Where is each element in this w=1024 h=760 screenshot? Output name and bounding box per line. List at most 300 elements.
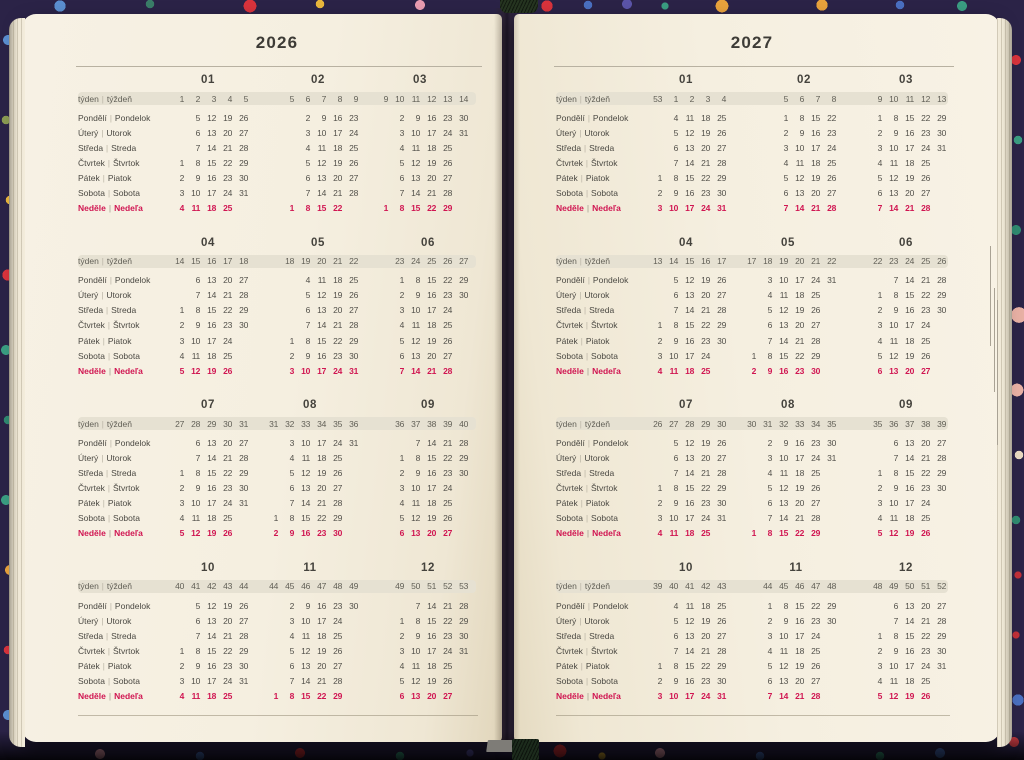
date-cell: 30 — [239, 483, 248, 494]
date-cell: 26 — [349, 157, 358, 168]
label-separator: | — [586, 204, 590, 214]
month-header-cell — [850, 562, 946, 574]
date-cell — [820, 498, 836, 508]
day-label — [556, 528, 630, 538]
day-row — [78, 140, 476, 155]
month-columns — [740, 113, 836, 123]
label-separator: | — [101, 94, 104, 104]
day-label-cz: Středa — [556, 142, 582, 153]
week-label-cz: týden — [78, 256, 99, 267]
month-columns — [262, 691, 358, 701]
day-label — [78, 366, 152, 376]
day-row — [78, 598, 476, 613]
day-row — [78, 170, 476, 185]
date-cell: 21 — [223, 290, 232, 301]
date-cell: 17 — [795, 630, 804, 641]
month-columns — [262, 661, 358, 671]
date-cell: 15 — [685, 660, 694, 671]
label-separator: | — [102, 661, 105, 671]
date-cell: 8 — [415, 275, 420, 286]
week-number: 11 — [411, 93, 420, 104]
date-cell — [820, 468, 836, 478]
date-cell: 13 — [889, 188, 898, 199]
month-number: 01 — [201, 74, 215, 86]
month-columns — [372, 158, 468, 168]
day-label-sk: Pondelok — [592, 437, 629, 448]
week-number-row — [78, 255, 476, 268]
date-cell: 22 — [701, 320, 710, 331]
week-number-row — [78, 92, 476, 105]
week-label-cz: týden — [556, 418, 577, 429]
day-row — [78, 496, 476, 511]
date-cell: 27 — [811, 675, 820, 686]
date-cell — [740, 320, 756, 330]
date-cell: 22 — [317, 691, 326, 702]
date-cell: 2 — [657, 498, 662, 509]
date-cell: 27 — [239, 127, 248, 138]
day-label-cz: Sobota — [556, 188, 583, 199]
date-cell: 1 — [179, 645, 184, 656]
date-cell: 30 — [717, 335, 726, 346]
month-columns — [372, 320, 468, 330]
day-row — [556, 466, 948, 481]
month-columns — [152, 366, 248, 376]
week-number: 27 — [175, 418, 184, 429]
date-cell — [278, 113, 294, 123]
label-separator: | — [101, 453, 104, 463]
day-label-cz: Úterý — [556, 452, 577, 463]
date-cell — [262, 601, 278, 611]
date-cell: 6 — [877, 188, 882, 199]
month-columns — [262, 581, 358, 591]
day-row — [556, 496, 948, 511]
date-cell — [820, 305, 836, 315]
label-separator: | — [580, 336, 583, 346]
date-cell: 31 — [827, 452, 836, 463]
date-cell — [168, 290, 184, 300]
year-rule-right — [554, 66, 954, 67]
date-cell: 5 — [195, 112, 200, 123]
date-cell: 8 — [305, 203, 310, 214]
month-number: 10 — [679, 561, 693, 574]
date-cell: 24 — [333, 615, 342, 626]
date-cell: 26 — [443, 513, 452, 524]
day-label — [556, 498, 630, 508]
date-cell: 14 — [207, 142, 216, 153]
month-columns — [262, 143, 358, 153]
week-number: 32 — [779, 418, 788, 429]
date-cell: 7 — [399, 365, 404, 376]
month-columns — [740, 173, 836, 183]
date-cell: 17 — [905, 142, 914, 153]
date-cell: 22 — [701, 483, 710, 494]
day-label-cz: Pátek — [556, 660, 578, 671]
week-number: 36 — [889, 418, 898, 429]
date-cell: 9 — [783, 437, 788, 448]
month-columns — [152, 113, 248, 123]
date-cell: 21 — [333, 188, 342, 199]
week-number: 3 — [705, 93, 710, 104]
date-cell: 22 — [921, 630, 930, 641]
date-cell: 20 — [921, 437, 930, 448]
day-label-cz: Sobota — [556, 513, 583, 524]
date-cell: 26 — [443, 675, 452, 686]
month-columns — [740, 528, 836, 538]
date-cell: 18 — [811, 157, 820, 168]
day-row — [78, 511, 476, 526]
week-number: 7 — [815, 93, 820, 104]
date-cell: 3 — [399, 645, 404, 656]
week-number: 19 — [301, 256, 310, 267]
day-label — [556, 143, 630, 153]
day-label-sk: Streda — [111, 468, 137, 479]
date-cell — [930, 336, 946, 346]
day-row — [78, 288, 476, 303]
date-cell: 19 — [223, 600, 232, 611]
date-cell: 15 — [301, 513, 310, 524]
date-cell: 21 — [443, 437, 452, 448]
date-cell: 14 — [301, 675, 310, 686]
day-row — [78, 628, 476, 643]
month-columns — [262, 513, 358, 523]
day-row — [78, 450, 476, 465]
date-cell: 29 — [239, 157, 248, 168]
date-cell: 25 — [223, 203, 232, 214]
week-label-cz: týden — [556, 256, 577, 267]
month-columns — [152, 305, 248, 315]
day-label — [556, 631, 630, 641]
date-cell: 6 — [673, 142, 678, 153]
week-number: 42 — [701, 581, 710, 592]
week-number: 40 — [669, 581, 678, 592]
date-cell: 20 — [317, 660, 326, 671]
month-columns — [372, 601, 468, 611]
date-cell: 8 — [415, 452, 420, 463]
date-cell: 28 — [349, 188, 358, 199]
date-cell — [342, 453, 358, 463]
month-columns — [630, 94, 726, 104]
date-cell: 31 — [827, 275, 836, 286]
date-cell — [646, 143, 662, 153]
date-cell: 17 — [811, 142, 820, 153]
date-cell: 8 — [893, 112, 898, 123]
date-cell: 1 — [877, 112, 882, 123]
date-cell: 18 — [207, 203, 216, 214]
day-label-sk: Streda — [111, 142, 137, 153]
week-number: 14 — [175, 256, 184, 267]
day-label-cz: Středa — [78, 468, 104, 479]
day-label-cz: Sobota — [78, 513, 105, 524]
day-label-cz: Úterý — [78, 615, 99, 626]
week-label — [556, 581, 630, 591]
month-columns — [152, 513, 248, 523]
date-cell: 8 — [195, 157, 200, 168]
date-cell: 10 — [795, 142, 804, 153]
day-label-cz: Úterý — [78, 452, 99, 463]
date-cell: 12 — [191, 528, 200, 539]
date-cell: 11 — [411, 142, 420, 153]
label-separator: | — [585, 351, 589, 361]
month-columns — [740, 94, 836, 104]
date-cell: 23 — [921, 305, 930, 316]
date-cell: 2 — [289, 600, 294, 611]
day-label-sk: Nedeľa — [592, 528, 621, 539]
week-label-sk: týždeň — [584, 418, 610, 429]
date-cell: 27 — [717, 290, 726, 301]
date-cell: 2 — [289, 350, 294, 361]
date-cell — [646, 438, 662, 448]
date-cell: 20 — [701, 290, 710, 301]
date-cell: 18 — [333, 142, 342, 153]
month-band — [78, 558, 476, 704]
day-label-sk: Piatok — [585, 660, 610, 671]
date-cell: 20 — [317, 483, 326, 494]
month-header-cell — [152, 562, 248, 574]
date-cell: 26 — [349, 290, 358, 301]
month-header-cell — [630, 399, 726, 411]
month-columns — [850, 646, 946, 656]
date-cell: 11 — [889, 675, 898, 686]
day-row — [556, 318, 948, 333]
month-columns — [630, 498, 726, 508]
date-cell: 16 — [317, 600, 326, 611]
date-cell: 4 — [783, 157, 788, 168]
month-columns — [850, 336, 946, 346]
date-cell: 20 — [795, 320, 804, 331]
label-separator: | — [107, 189, 111, 199]
year-title-right: 2027 — [730, 33, 774, 52]
date-cell: 25 — [921, 513, 930, 524]
week-label-cz: týden — [78, 581, 99, 592]
date-cell: 16 — [207, 172, 216, 183]
date-cell: 28 — [717, 645, 726, 656]
date-cell: 28 — [811, 691, 820, 702]
week-label — [78, 581, 152, 591]
date-cell: 11 — [779, 468, 788, 479]
date-cell: 7 — [289, 498, 294, 509]
date-cell — [262, 438, 278, 448]
date-cell: 18 — [685, 528, 694, 539]
date-cell: 10 — [889, 660, 898, 671]
date-cell: 25 — [333, 630, 342, 641]
date-cell: 28 — [717, 468, 726, 479]
date-cell: 9 — [305, 350, 310, 361]
date-cell: 15 — [905, 468, 914, 479]
date-cell: 9 — [893, 483, 898, 494]
date-cell: 19 — [701, 275, 710, 286]
week-number: 45 — [285, 581, 294, 592]
date-cell: 7 — [767, 513, 772, 524]
date-cell — [262, 676, 278, 686]
day-label-sk: Utorok — [584, 615, 610, 626]
date-cell — [646, 275, 662, 285]
day-label-sk: Piatok — [107, 335, 132, 346]
date-cell: 5 — [195, 600, 200, 611]
date-cell: 13 — [779, 498, 788, 509]
label-separator: | — [585, 158, 588, 168]
day-label-sk: Utorok — [584, 127, 610, 138]
date-cell: 26 — [717, 437, 726, 448]
date-cell: 1 — [289, 335, 294, 346]
date-cell: 18 — [427, 142, 436, 153]
week-number: 5 — [783, 93, 788, 104]
date-cell: 26 — [921, 172, 930, 183]
label-separator: | — [584, 469, 587, 479]
month-number: 02 — [797, 74, 811, 86]
date-cell: 6 — [893, 437, 898, 448]
day-label — [78, 173, 152, 183]
date-cell: 30 — [349, 600, 358, 611]
month-columns — [262, 631, 358, 641]
month-columns — [152, 676, 248, 686]
date-cell: 2 — [399, 468, 404, 479]
date-cell: 24 — [443, 483, 452, 494]
date-cell: 15 — [207, 305, 216, 316]
date-cell: 26 — [333, 468, 342, 479]
date-cell: 4 — [877, 675, 882, 686]
date-cell: 21 — [921, 615, 930, 626]
date-cell: 27 — [443, 691, 452, 702]
month-band — [78, 70, 476, 216]
date-cell: 27 — [239, 275, 248, 286]
date-cell: 5 — [877, 172, 882, 183]
day-label-sk: Streda — [589, 468, 615, 479]
date-cell: 7 — [195, 290, 200, 301]
date-cell: 13 — [685, 290, 694, 301]
date-cell: 4 — [673, 600, 678, 611]
date-cell: 12 — [779, 305, 788, 316]
week-number: 4 — [721, 93, 726, 104]
date-cell: 10 — [411, 645, 420, 656]
date-cell — [646, 616, 662, 626]
date-cell: 28 — [937, 275, 946, 286]
date-cell — [930, 498, 946, 508]
date-cell: 11 — [317, 275, 326, 286]
date-cell: 20 — [905, 365, 914, 376]
week-label-sk: týždeň — [584, 256, 610, 267]
date-cell: 2 — [767, 615, 772, 626]
date-cell: 12 — [191, 365, 200, 376]
week-number-row — [78, 417, 476, 430]
day-label-sk: Utorok — [106, 290, 132, 301]
day-label — [556, 203, 630, 213]
month-columns — [372, 143, 468, 153]
month-columns — [740, 290, 836, 300]
week-number: 23 — [889, 256, 898, 267]
date-cell: 6 — [195, 437, 200, 448]
month-columns — [850, 468, 946, 478]
date-cell: 1 — [877, 290, 882, 301]
month-columns — [630, 468, 726, 478]
date-cell: 24 — [333, 437, 342, 448]
date-cell: 13 — [411, 528, 420, 539]
date-cell: 27 — [443, 172, 452, 183]
date-cell — [262, 468, 278, 478]
date-cell: 19 — [333, 290, 342, 301]
date-cell — [372, 158, 388, 168]
label-separator: | — [580, 661, 583, 671]
month-columns — [152, 290, 248, 300]
month-columns — [740, 676, 836, 686]
date-cell: 6 — [289, 660, 294, 671]
date-cell: 14 — [905, 452, 914, 463]
label-separator: | — [579, 616, 582, 626]
week-number: 5 — [243, 93, 248, 104]
month-columns — [152, 128, 248, 138]
date-cell: 13 — [685, 630, 694, 641]
date-cell: 4 — [399, 320, 404, 331]
month-columns — [630, 158, 726, 168]
label-separator: | — [585, 321, 588, 331]
day-label-sk: Piatok — [107, 498, 132, 509]
week-number: 3 — [211, 93, 216, 104]
date-cell: 18 — [427, 660, 436, 671]
date-cell: 15 — [427, 275, 436, 286]
day-label-cz: Středa — [556, 630, 582, 641]
week-number: 1 — [179, 93, 184, 104]
day-label-sk: Utorok — [106, 615, 132, 626]
date-cell — [342, 513, 358, 523]
date-cell: 12 — [779, 483, 788, 494]
date-cell — [388, 601, 404, 611]
date-cell — [740, 483, 756, 493]
day-label-cz: Středa — [556, 305, 582, 316]
month-header-cell — [740, 74, 836, 86]
date-cell: 8 — [783, 600, 788, 611]
month-columns — [152, 581, 248, 591]
date-cell: 14 — [905, 275, 914, 286]
date-cell: 15 — [207, 468, 216, 479]
day-row — [78, 613, 476, 628]
date-cell: 8 — [767, 350, 772, 361]
month-columns — [850, 691, 946, 701]
date-cell — [710, 366, 726, 376]
date-cell: 20 — [427, 172, 436, 183]
date-cell: 22 — [921, 112, 930, 123]
date-cell — [372, 173, 388, 183]
week-number: 35 — [873, 418, 882, 429]
date-cell — [452, 498, 468, 508]
day-label-cz: Neděle — [78, 203, 106, 214]
date-cell: 20 — [223, 615, 232, 626]
date-cell: 28 — [443, 188, 452, 199]
day-row — [78, 185, 476, 200]
month-columns — [850, 143, 946, 153]
month-columns — [262, 94, 358, 104]
day-row — [78, 348, 476, 363]
date-cell — [452, 158, 468, 168]
date-cell: 30 — [827, 615, 836, 626]
week-number: 21 — [811, 256, 820, 267]
date-cell: 28 — [239, 452, 248, 463]
day-row — [78, 673, 476, 688]
day-label-cz: Neděle — [78, 691, 106, 702]
day-label — [556, 173, 630, 183]
date-cell: 13 — [207, 127, 216, 138]
month-columns — [740, 601, 836, 611]
date-cell: 5 — [399, 335, 404, 346]
date-cell — [262, 483, 278, 493]
date-cell: 29 — [717, 172, 726, 183]
month-columns — [262, 203, 358, 213]
month-number: 10 — [201, 561, 215, 574]
date-cell: 6 — [783, 188, 788, 199]
date-cell: 22 — [223, 305, 232, 316]
date-cell: 25 — [701, 528, 710, 539]
date-cell: 22 — [795, 528, 804, 539]
week-number: 53 — [653, 93, 662, 104]
day-label-sk: Pondelok — [114, 112, 151, 123]
